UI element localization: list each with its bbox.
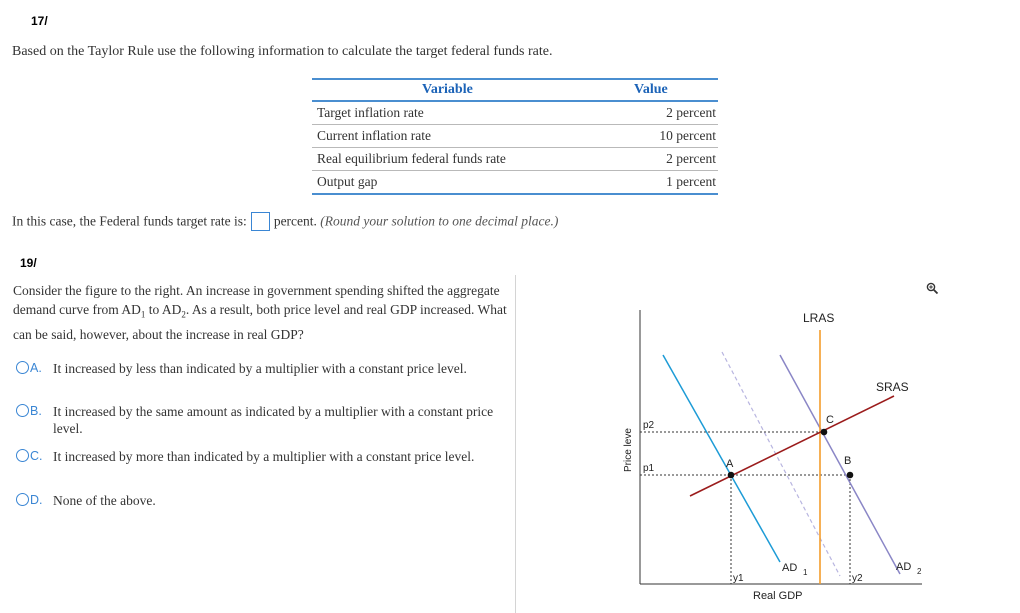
- question-17-prompt: Based on the Taylor Rule use the following information to calculate the target federal funds rate.: [12, 44, 553, 59]
- answer-prefix: In this case, the Federal funds target rate is:: [12, 213, 247, 229]
- table-top-rule: [312, 78, 718, 80]
- answer-line: [12, 213, 558, 232]
- column-header-value: Value: [634, 82, 668, 97]
- sras-curve: [690, 396, 894, 496]
- magnify-icon-glyph: [926, 282, 939, 295]
- ad1-curve: [663, 355, 780, 562]
- y1-label: y1: [733, 573, 744, 584]
- point-a-marker: [728, 472, 735, 479]
- table-bottom-rule: [312, 193, 718, 195]
- point-c-marker: [821, 429, 828, 436]
- question-17-number: 17/: [31, 14, 48, 28]
- radio-button[interactable]: [16, 449, 29, 462]
- panel-divider: [515, 275, 516, 613]
- y-axis-label: Price leve: [623, 428, 634, 472]
- radio-button[interactable]: [16, 361, 29, 374]
- table-cell-value: 2 percent: [666, 151, 716, 166]
- option-letter: D.: [30, 493, 43, 507]
- point-c-label: C: [826, 414, 834, 426]
- p2-label: p2: [643, 420, 655, 431]
- magnify-icon[interactable]: [926, 282, 939, 299]
- question-19-number: 19/: [20, 256, 37, 270]
- federal-funds-rate-input[interactable]: [251, 212, 270, 231]
- table-row-divider: [312, 124, 718, 125]
- question-19-prompt: [13, 281, 508, 344]
- option-text: It increased by the same amount as indicated by a multiplier with a constant price level.: [53, 404, 494, 436]
- option-text: It increased by less than indicated by a multiplier with a constant price level.: [53, 361, 467, 376]
- radio-button[interactable]: [16, 493, 29, 506]
- table-row-divider: [312, 170, 718, 171]
- table-cell-value: 1 percent: [666, 174, 716, 189]
- prompt-text: Consider the figure to the right. An increase in government spending shifted the aggregate demand curve from AD: [13, 283, 500, 317]
- point-b-marker: [847, 472, 854, 479]
- answer-suffix: percent.: [273, 213, 317, 229]
- ad-as-figure: [610, 300, 930, 613]
- ad1-subscript: 1: [803, 568, 808, 577]
- ad2-subscript: 2: [917, 567, 922, 576]
- table-cell-value: 2 percent: [666, 105, 716, 120]
- table-cell-variable: Current inflation rate: [317, 128, 431, 143]
- y2-label: y2: [852, 573, 863, 584]
- ad2-label: AD: [896, 561, 912, 573]
- option-text: It increased by more than indicated by a multiplier with a constant price level.: [53, 449, 475, 464]
- point-a-label: A: [726, 458, 734, 470]
- column-header-variable: Variable: [422, 82, 473, 97]
- radio-button[interactable]: [16, 404, 29, 417]
- rounding-hint: (Round your solution to one decimal place.): [320, 213, 559, 229]
- table-cell-variable: Output gap: [317, 174, 378, 189]
- point-b-label: B: [844, 455, 852, 467]
- p1-label: p1: [643, 463, 655, 474]
- sras-label: SRAS: [876, 380, 909, 394]
- prompt-subscript: 1: [140, 309, 146, 320]
- lras-label: LRAS: [803, 311, 835, 325]
- option-letter: C.: [30, 449, 43, 463]
- table-header-rule: [312, 100, 718, 102]
- table-row-divider: [312, 147, 718, 148]
- taylor-rule-table: [312, 78, 718, 196]
- ad-shift-dashed: [722, 352, 840, 576]
- option-letter: B.: [30, 404, 42, 418]
- table-cell-value: 10 percent: [659, 128, 716, 143]
- prompt-text: to AD: [145, 302, 182, 317]
- table-cell-variable: Real equilibrium federal funds rate: [317, 151, 506, 166]
- ad1-label: AD: [782, 562, 798, 574]
- table-cell-variable: Target inflation rate: [317, 105, 424, 120]
- x-axis-label: Real GDP: [753, 590, 803, 602]
- option-text: None of the above.: [53, 493, 156, 508]
- prompt-text: . As a result, both price level and real GDP increased. What can be said, however, about the increase in real GDP?: [13, 302, 507, 342]
- prompt-subscript: 2: [181, 309, 186, 320]
- option-letter: A.: [30, 361, 42, 375]
